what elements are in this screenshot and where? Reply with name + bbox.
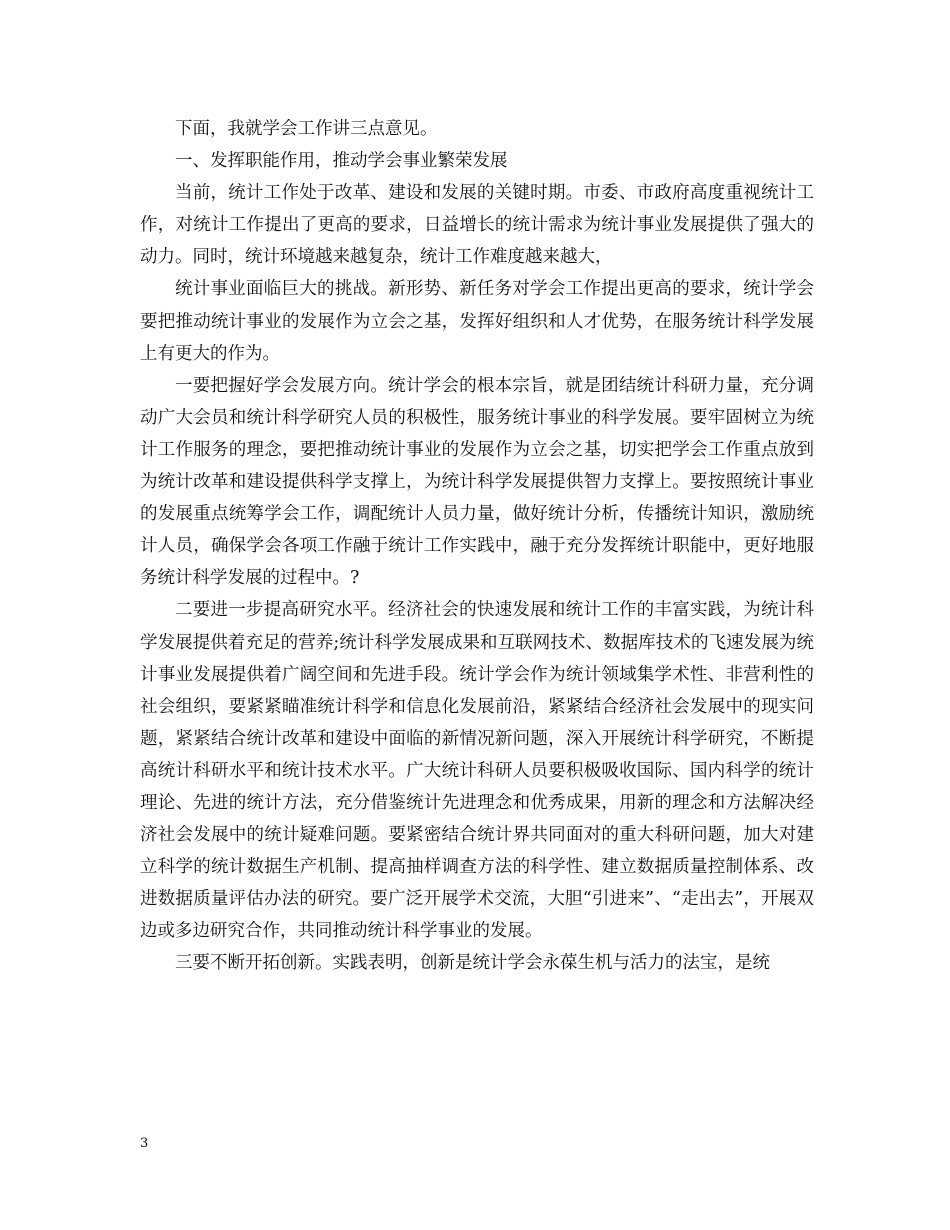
paragraph-challenge: 统计事业面临巨大的挑战。新形势、新任务对学会工作提出更高的要求，统计学会要把推动统计事业的发展作为立会之基，发挥好组织和人才优势，在服务统计科学发展上有更大的作为。 [140,279,814,364]
body-text [140,113,814,980]
paragraph-intro: 下面，我就学会工作讲三点意见。 [175,119,438,139]
paragraph-point-three: 三要不断开拓创新。实践表明，创新是统计学会永葆生机与活力的法宝，是统 [175,953,770,974]
paragraph-point-two: 二要进一步提高研究水平。经济社会的快速发展和统计工作的丰富实践，为统计科学发展提供着充足的营养;统计科学发展成果和互联网技术、数据库技术的飞速发展为统计事业发展提供着广阔空间和先进手段。统计学会作为统计领域集学术性、非营利性的社会组织，要紧紧瞄准统计科学和信息化发展前沿，紧紧结合经济社会发展中的现实问题，紧紧结合统计改革和建设中面临的新情况新问题，深入开展统计科学研究，不断提高统计科研水平和统计技术水平。广大统计科研人员要积极吸收国际、国内科学的统计理论、先进的统计方法，充分借鉴统计先进理念和优秀成果，用新的理念和方法解决经济社会发展中的统计疑难问题。要紧密结合统计界共同面对的重大科研问题，加大对建立科学的统计数据生产机制、提高抽样调查方法的科学性、建立数据质量控制体系、改进数据质量评估办法的研究。要广泛开展学术交流，大胆“引进来”、“走出去”，开展双边或多边研究合作，共同推动统计科学事业的发展。 [140,600,814,942]
page-number: 3 [140,1136,149,1151]
paragraph-context: 当前，统计工作处于改革、建设和发展的关键时期。市委、市政府高度重视统计工作，对统计工作提出了更高的要求，日益增长的统计需求为统计事业发展提供了强大的动力。同时，统计环境越来越复杂，统计工作难度越来越大， [140,183,814,268]
section-heading: 一、发挥职能作用，推动学会事业繁荣发展 [175,151,508,172]
paragraph-point-one: 一要把握好学会发展方向。统计学会的根本宗旨，就是团结统计科研力量，充分调动广大会员和统计科学研究人员的积极性，服务统计事业的科学发展。要牢固树立为统计工作服务的理念，要把推动统计事业的发展作为立会之基，切实把学会工作重点放到为统计改革和建设提供科学支撑上，为统计科学发展提供智力支撑上。要按照统计事业的发展重点统筹学会工作，调配统计人员力量，做好统计分析，传播统计知识，激励统计人员，确保学会各项工作融于统计工作实践中，融于充分发挥统计职能中，更好地服务统计科学发展的过程中。? [140,375,814,589]
